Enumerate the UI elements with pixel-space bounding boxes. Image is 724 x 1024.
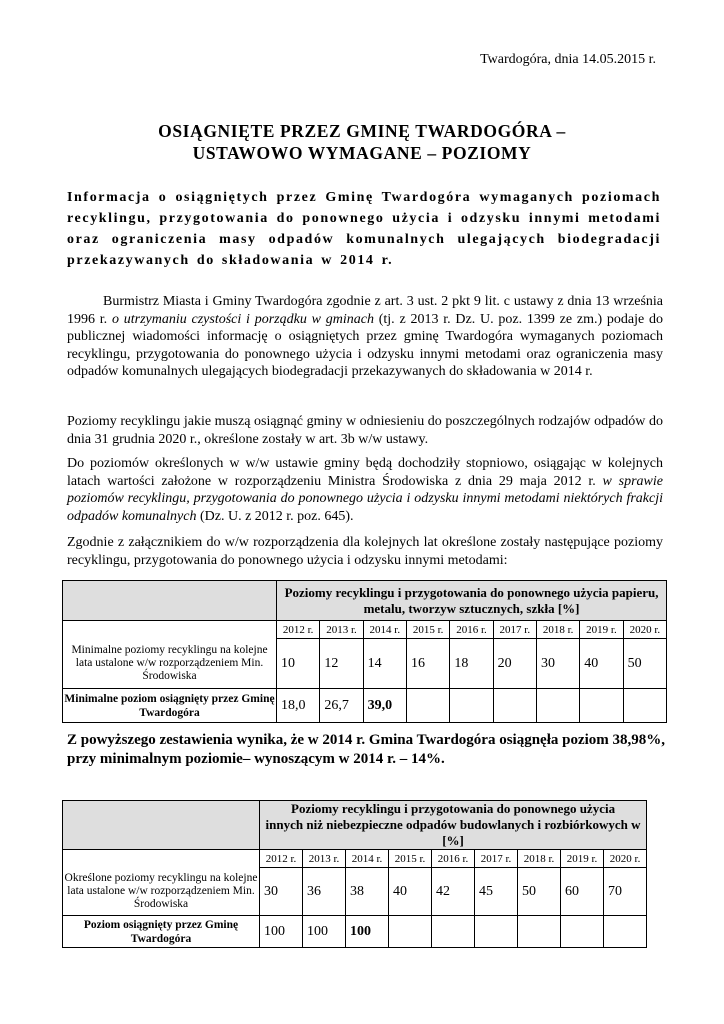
paragraph-1-italic: o utrzymaniu czystości i porządku w gminach [111,311,374,327]
required-value-cell: 42 [432,868,475,916]
paragraph-4: Zgodnie z załącznikiem do w/w rozporządzenia dla kolejnych lat określone zostały następujące poziomy recyklingu, przygotowania do ponownego użycia i odzysku innymi metodami: [67,535,663,568]
year-header-cell: 2013 r. [320,621,363,639]
year-header-cell: 2017 r. [493,621,536,639]
achieved-value-cell [604,916,647,948]
required-value-cell: 10 [277,639,320,689]
row-label-required: Określone poziomy recyklingu na kolejne lata ustalone w/w rozporządzeniem Min. Środowiska [63,868,260,916]
year-header-cell: 2017 r. [475,850,518,868]
row-label-achieved: Poziom osiągnięty przez Gminę Twardogóra [63,916,260,948]
required-value-cell: 30 [536,639,579,689]
required-value-cell: 50 [623,639,666,689]
required-value-cell: 36 [303,868,346,916]
required-value-cell: 14 [363,639,406,689]
row-label-blank [63,621,277,639]
table-header-line-1: Poziomy recyklingu i przygotowania do ponownego użycia papieru, [284,584,659,600]
achieved-value-cell: 100 [346,916,389,948]
required-value-cell: 40 [580,639,623,689]
year-header-cell: 2019 r. [561,850,604,868]
required-value-cell: 45 [475,868,518,916]
achieved-value-cell [450,689,493,723]
achieved-value-cell [623,689,666,723]
paragraph-3 [67,455,663,525]
table-header [260,801,647,850]
document-title [0,120,724,164]
achieved-value-cell: 26,7 [320,689,363,723]
paragraph-3-italic: w sprawie poziomów recyklingu, przygotowania do ponownego użycia i odzysku innymi metodami niektórych frakcji odpadów komunalnych [67,473,663,524]
achieved-value-cell: 18,0 [277,689,320,723]
year-header-cell: 2012 r. [260,850,303,868]
year-header-cell: 2018 r. [518,850,561,868]
achieved-value-cell [475,916,518,948]
required-value-cell: 18 [450,639,493,689]
table-header-line-2: innych niż niebezpieczne odpadów budowlanych i rozbiórkowych w [265,817,641,832]
achieved-value-cell [389,916,432,948]
summary-text [67,731,667,768]
year-header-cell: 2012 r. [277,621,320,639]
achieved-value-cell: 39,0 [363,689,406,723]
achieved-value-cell: 100 [260,916,303,948]
achieved-value-cell [536,689,579,723]
row-label-achieved: Minimalne poziom osiągnięty przez Gminę Twardogóra [63,689,277,723]
paragraph-3-text-c: (Dz. U. z 2012 r. poz. 645). [196,508,354,524]
row-label-blank [63,850,260,868]
row-label-required: Minimalne poziomy recyklingu na kolejne lata ustalone w/w rozporządzeniem Min. Środowiska [63,639,277,689]
table-header-line-3: [%] [442,833,464,848]
summary-line-2: przy minimalnym poziomie– wynoszącym w 2014 r. – 14%. [67,750,445,767]
year-header-cell: 2013 r. [303,850,346,868]
table-header [277,581,667,621]
year-header-cell: 2018 r. [536,621,579,639]
achieved-value-cell [518,916,561,948]
year-header-cell: 2015 r. [406,621,449,639]
paragraph-3-text-a: Do poziomów określonych w w/w ustawie gminy będą dochodziły stopniowo, osiągając w kolejnych latach wartości założone w rozporządzeniu Ministra Środowiska z dnia 29 maja 2012 r. [67,456,663,489]
year-header-cell: 2020 r. [604,850,647,868]
achieved-value-cell [406,689,449,723]
paragraph-1-text-a: Burmistrz Miasta i Gminy Twardogóra zgodnie z art. 3 ust. 2 pkt 9 lit. c ustawy z dnia 13 września 1996 r. [67,294,663,327]
year-header-cell: 2014 r. [346,850,389,868]
table-header-blank [63,581,277,621]
required-value-cell: 30 [260,868,303,916]
title-line-2: USTAWOWO WYMAGANE – POZIOMY [192,143,532,163]
paragraph-1-text-c: (tj. z 2013 r. Dz. U. poz. 1399 ze zm.) podaje do publicznej wiadomości informację o osiągniętych przez gminę Twardogóra wymaganych poziomach recyklingu, przygotowania do ponownego użycia i odzysku innymi metodami oraz ograniczenia masy odpadów komunalnych ulegających biodegradacji przekazywanych do składowania w 2014 r. [67,311,663,380]
year-header-cell: 2016 r. [450,621,493,639]
required-value-cell: 12 [320,639,363,689]
required-value-cell: 20 [493,639,536,689]
title-line-1: OSIĄGNIĘTE PRZEZ GMINĘ TWARDOGÓRA – [158,121,566,141]
year-header-cell: 2015 r. [389,850,432,868]
year-header-cell: 2019 r. [580,621,623,639]
document-date: Twardogóra, dnia 14.05.2015 r. [480,52,656,67]
year-header-cell: 2016 r. [432,850,475,868]
required-value-cell: 60 [561,868,604,916]
required-value-cell: 38 [346,868,389,916]
paragraph-1 [67,293,663,381]
achieved-value-cell [580,689,623,723]
table-header-blank [63,801,260,850]
required-value-cell: 50 [518,868,561,916]
required-value-cell: 40 [389,868,432,916]
required-value-cell: 16 [406,639,449,689]
achieved-value-cell [493,689,536,723]
recycling-table-paper [62,580,667,723]
paragraph-2: Poziomy recyklingu jakie muszą osiągnąć gminy w odniesieniu do poszczególnych rodzajów odpadów do dnia 31 grudnia 2020 r., określone zostały w art. 3b w/w ustawy. [67,414,663,447]
table-header-line-1: Poziomy recyklingu i przygotowania do ponownego użycia [291,801,616,816]
recycling-table-construction [62,800,647,948]
summary-line-1: Z powyższego zestawienia wynika, że w 2014 r. Gmina Twardogóra osiągnęła poziom 38,98%, [67,732,666,748]
achieved-value-cell [432,916,475,948]
year-header-cell: 2014 r. [363,621,406,639]
year-header-cell: 2020 r. [623,621,666,639]
achieved-value-cell [561,916,604,948]
achieved-value-cell: 100 [303,916,346,948]
required-value-cell: 70 [604,868,647,916]
lead-paragraph: Informacja o osiągniętych przez Gminę Twardogóra wymaganych poziomach recyklingu, przygotowania do ponownego użycia i odzysku innymi metodami oraz ograniczenia masy odpadów komunalnych ulegających biodegradacji przekazywanych do składowania w 2014 r. [67,190,661,268]
table-header-line-2: metalu, tworzyw sztucznych, szkła [%] [363,600,580,616]
